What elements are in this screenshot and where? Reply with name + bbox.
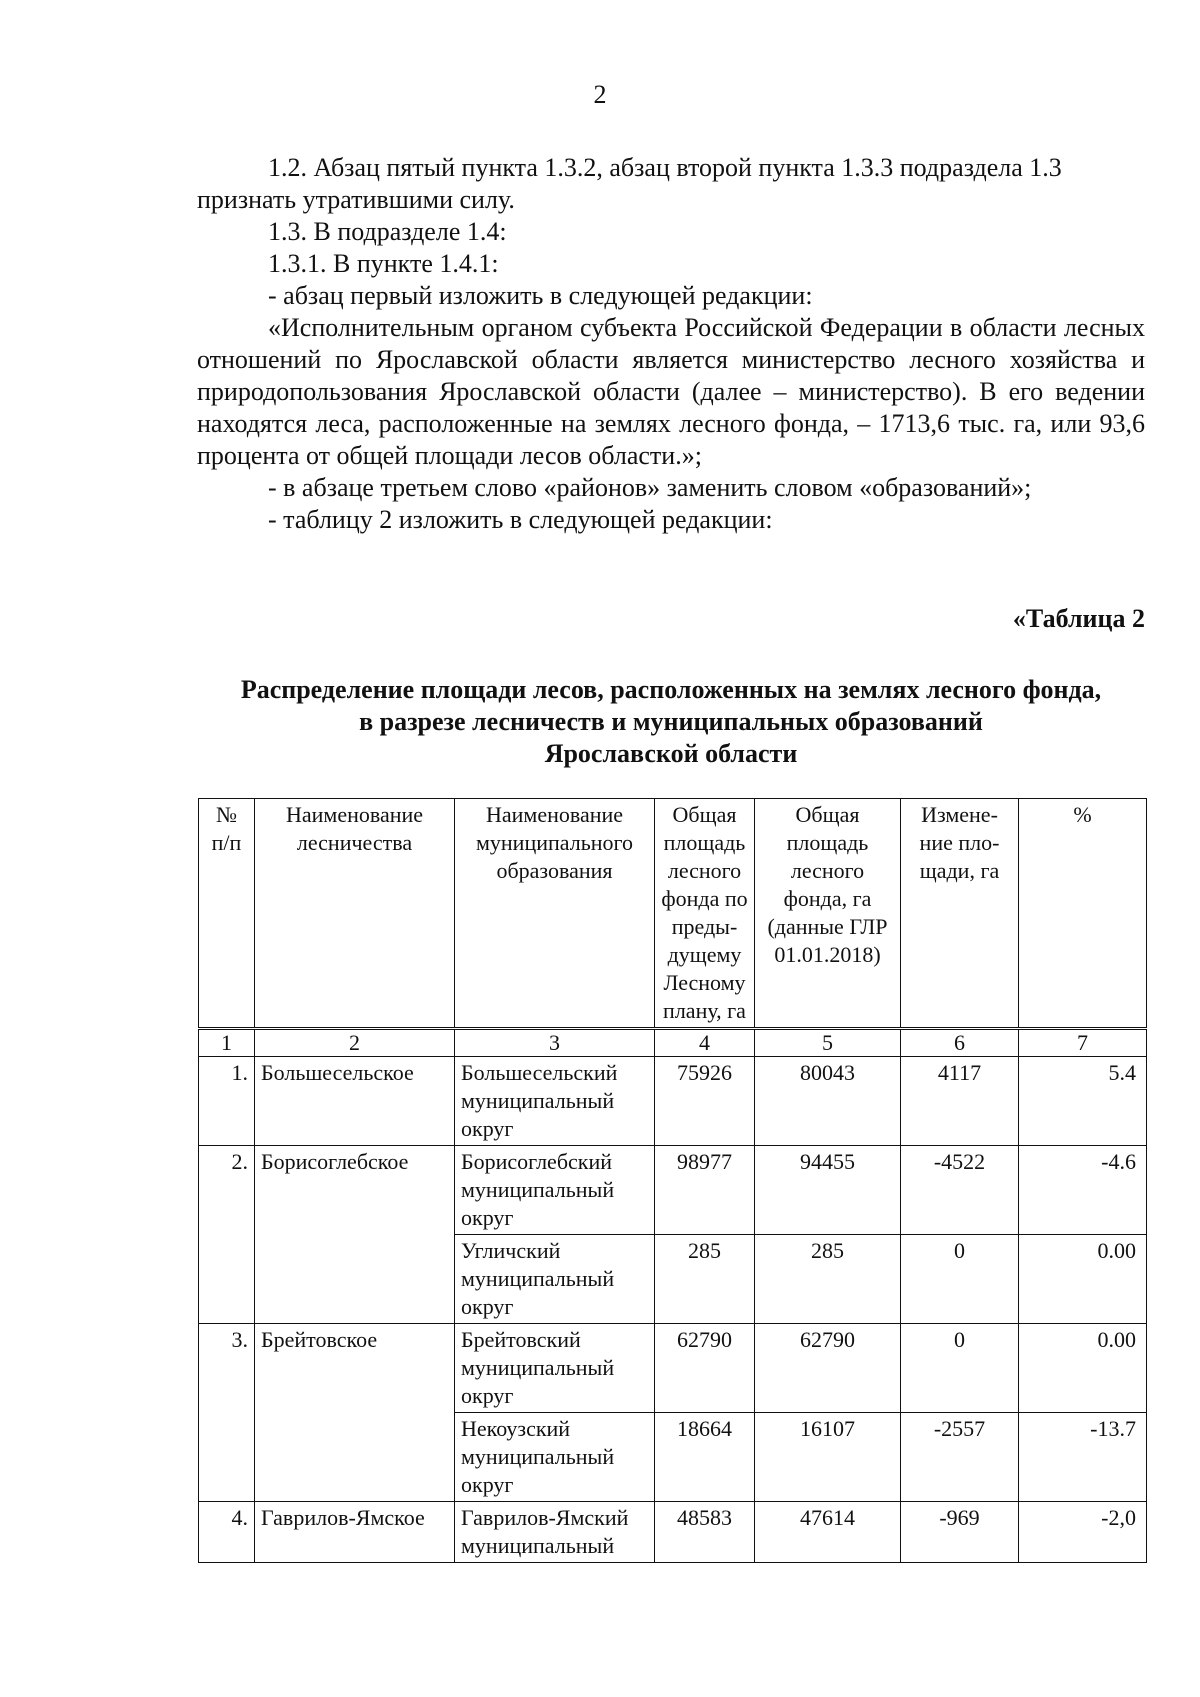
municipality-name: Большесельский муниципальный округ — [455, 1057, 655, 1146]
prev-area-value: 62790 — [655, 1324, 755, 1413]
area-value: 62790 — [755, 1324, 901, 1413]
header-cell-prev-area: Общая площадь лесного фонда по преды-дущему Лесному плану, га — [655, 799, 755, 1029]
header-cell-area: Общая площадь лесного фонда, га (данные ГЛР 01.01.2018) — [755, 799, 901, 1029]
change-value: 4117 — [901, 1057, 1019, 1146]
table-title-line: в разрезе лесничеств и муниципальных образований — [359, 707, 983, 736]
column-number: 2 — [255, 1029, 455, 1057]
percent-value: -4.6 — [1019, 1146, 1147, 1235]
header-cell-forestry: Наименование лесничества — [255, 799, 455, 1029]
paragraph: 1.3.1. В пункте 1.4.1: — [268, 249, 499, 278]
column-number: 4 — [655, 1029, 755, 1057]
body-text — [197, 152, 1145, 536]
paragraph: «Исполнительным органом субъекта Российской Федерации в области лесных отношений по Ярославской области является министерство лесного хозяйства и природопользования Ярославской области (далее – министерство). В его ведении находятся леса, расположенные на землях лесного фонда, – 1713,6 тыс. га, или 93,6 процента от общей площади лесов области.»; — [197, 313, 1145, 470]
table-row — [199, 1502, 1147, 1563]
municipality-name: Брейтовский муниципальный округ — [455, 1324, 655, 1413]
paragraph: 1.2. Абзац пятый пункта 1.3.2, абзац второй пункта 1.3.3 подраздела 1.3 — [268, 153, 1062, 182]
column-number: 7 — [1019, 1029, 1147, 1057]
forestry-name: Борисоглебское — [255, 1146, 455, 1324]
table-title-line: Распределение площади лесов, расположенных на землях лесного фонда, — [240, 675, 1102, 704]
forestry-name: Брейтовское — [255, 1324, 455, 1502]
change-value: -2557 — [901, 1413, 1019, 1502]
row-number: 3. — [199, 1324, 255, 1502]
forestry-name: Гаврилов-Ямское — [255, 1502, 455, 1563]
prev-area-value: 48583 — [655, 1502, 755, 1563]
paragraph: - таблицу 2 изложить в следующей редакции: — [268, 505, 773, 534]
header-cell-municipality: Наименование муниципального образования — [455, 799, 655, 1029]
municipality-name: Гаврилов-Ямский муниципальный — [455, 1502, 655, 1563]
change-value: -4522 — [901, 1146, 1019, 1235]
municipality-name: Борисоглебский муниципальный округ — [455, 1146, 655, 1235]
forestry-name: Большесельское — [255, 1057, 455, 1146]
column-number: 6 — [901, 1029, 1019, 1057]
paragraph: 1.3. В подразделе 1.4: — [268, 217, 507, 246]
forest-area-table — [198, 798, 1147, 1563]
change-value: 0 — [901, 1324, 1019, 1413]
area-value: 16107 — [755, 1413, 901, 1502]
percent-value: -13.7 — [1019, 1413, 1147, 1502]
table-title-line: Ярославской области — [544, 739, 798, 768]
prev-area-value: 75926 — [655, 1057, 755, 1146]
table-row — [199, 1324, 1147, 1413]
table-title — [197, 674, 1145, 770]
area-value: 80043 — [755, 1057, 901, 1146]
column-number: 5 — [755, 1029, 901, 1057]
table-row — [199, 1146, 1147, 1235]
area-value: 285 — [755, 1235, 901, 1324]
paragraph: - в абзаце третьем слово «районов» заменить словом «образований»; — [268, 473, 1032, 502]
page-number: 2 — [593, 80, 607, 109]
change-value: 0 — [901, 1235, 1019, 1324]
area-value: 47614 — [755, 1502, 901, 1563]
percent-value: -2,0 — [1019, 1502, 1147, 1563]
percent-value: 5.4 — [1019, 1057, 1147, 1146]
table-header-row — [199, 799, 1147, 1029]
header-cell-number: № п/п — [199, 799, 255, 1029]
row-number: 4. — [199, 1502, 255, 1563]
municipality-name: Угличский муниципальный округ — [455, 1235, 655, 1324]
table-row — [199, 1057, 1147, 1146]
municipality-name: Некоузский муниципальный округ — [455, 1413, 655, 1502]
column-number: 1 — [199, 1029, 255, 1057]
paragraph: - абзац первый изложить в следующей редакции: — [268, 281, 813, 310]
column-number-row — [199, 1029, 1147, 1057]
prev-area-value: 285 — [655, 1235, 755, 1324]
column-number: 3 — [455, 1029, 655, 1057]
percent-value: 0.00 — [1019, 1235, 1147, 1324]
table-caption: «Таблица 2 — [1012, 604, 1145, 633]
prev-area-value: 18664 — [655, 1413, 755, 1502]
prev-area-value: 98977 — [655, 1146, 755, 1235]
area-value: 94455 — [755, 1146, 901, 1235]
change-value: -969 — [901, 1502, 1019, 1563]
header-cell-percent: % — [1019, 799, 1147, 1029]
percent-value: 0.00 — [1019, 1324, 1147, 1413]
row-number: 1. — [199, 1057, 255, 1146]
paragraph: признать утратившими силу. — [197, 185, 515, 214]
row-number: 2. — [199, 1146, 255, 1324]
header-cell-change: Измене-ние пло-щади, га — [901, 799, 1019, 1029]
